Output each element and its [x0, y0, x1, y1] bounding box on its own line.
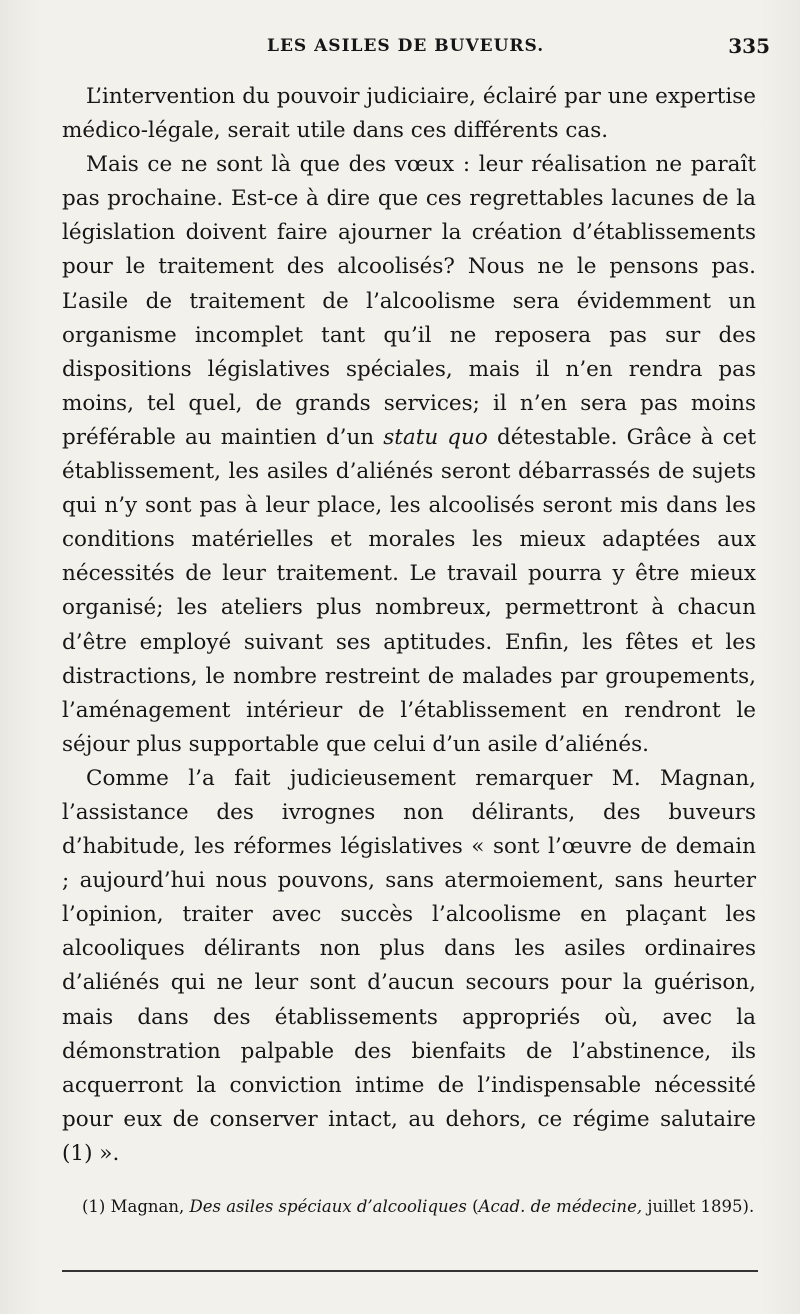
paragraph-2-text-after: détestable. Grâce à cet établissement, les asiles d’aliénés seront débarrassés de sujets qui n’y sont pas à leur place, les alcoolisés seront mis dans les conditions matérielles et morales les mieux adaptées aux nécessités de leur traitement. Le travail pourra y être mieux organisé; les ateliers plus nombreux, permettront à chacun d’être employé suivant ses aptitudes. Enfin, les fêtes et les distractions, le nombre restreint de malades par groupements, l’aménagement intérieur de l’établissement en rendront le séjour plus supportable que celui d’un asile d’aliénés.: [62, 424, 757, 757]
running-title: LES ASILES DE BUVEURS.: [267, 36, 545, 56]
page-number: 335: [728, 34, 770, 58]
paragraph-2-text: Mais ce ne sont là que des vœux : leur réalisation ne paraît pas prochaine. Est-ce à dire que ces regrettables lacunes de la législation doivent faire ajourner la création d’établissements pour le traitement des alcoolisés? Nous ne le pensons pas. L’asile de traitement de l’alcoolisme sera évidemment un organisme incomplet tant qu’il ne reposera pas sur des dispositions législatives spéciales, mais il n’en rendra pas moins, tel quel, de grands services; il n’en sera pas moins préférable au maintien d’un: [62, 152, 756, 450]
body-text: [62, 80, 756, 1171]
paragraph-3-text: Comme l’a fait judicieusement remarquer M. Magnan, l’assistance des ivrognes non délirants, des buveurs d’habitude, les réformes législatives « sont l’œuvre de demain ; aujourd’hui nous pouvons, sans atermoiement, sans heurter l’opinion, traiter avec succès l’alcoolisme en plaçant les alcooliques délirants non plus dans les asiles ordinaires d’aliénés qui ne leur sont d’aucun secours pour la guérison, mais dans des établissements appropriés où, avec la démonstration palpable des bienfaits de l’abstinence, ils acquerront la conviction intime de l’indispensable nécessité pour eux de conserver intact, au dehors, ce régime salutaire (1) ».: [62, 765, 756, 1166]
footnote: [62, 1196, 756, 1218]
bottom-rule: [62, 1270, 758, 1272]
footnote-italic-title: Des asiles spéciaux d’alcooliques: [189, 1197, 467, 1216]
paragraph-1: [62, 80, 756, 148]
footnote-marker: (1) Magnan,: [82, 1197, 190, 1216]
footnote-middle: (: [466, 1197, 479, 1216]
paragraph-2: [62, 148, 756, 762]
paragraph-2-italic: statu quo: [383, 424, 488, 450]
footnote-text: [62, 1196, 756, 1218]
footnote-end: juillet 1895).: [642, 1197, 755, 1216]
page-header: [62, 34, 770, 62]
paragraph-3: [62, 762, 756, 1171]
footnote-italic-source: Acad. de médecine,: [478, 1197, 643, 1216]
paragraph-1-text: L’intervention du pouvoir judiciaire, éclairé par une expertise médico-légale, serait utile dans ces différents cas.: [62, 84, 756, 144]
